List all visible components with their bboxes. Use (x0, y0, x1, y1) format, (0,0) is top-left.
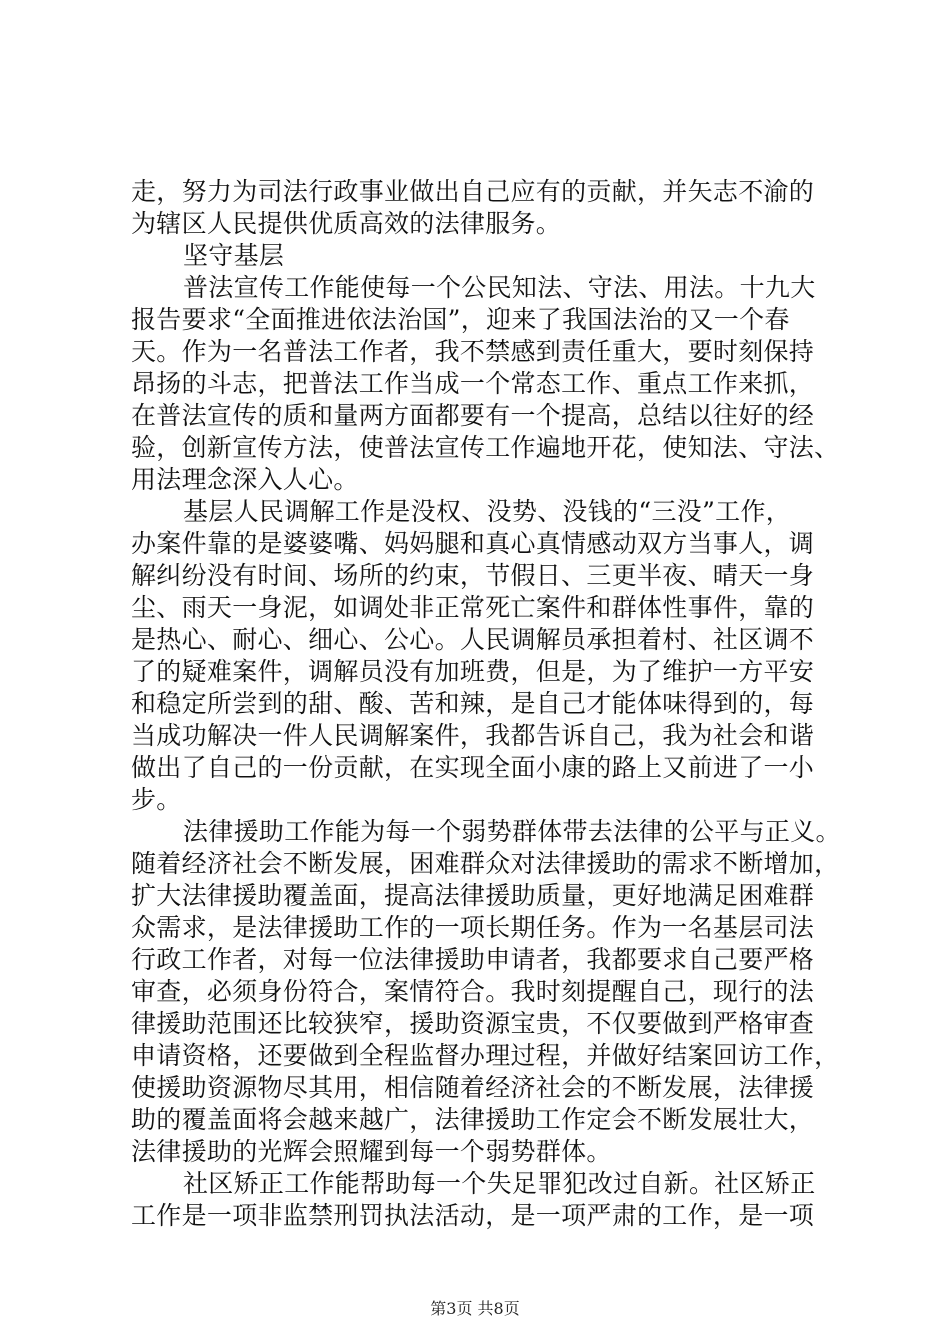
text-line: 使援助资源物尽其用，相信随着经济社会的不断发展，法律援 (131, 1073, 815, 1102)
text-line: 和稳定所尝到的甜、酸、苦和辣，是自己才能体味得到的，每 (131, 689, 815, 718)
text-line: 申请资格，还要做到全程监督办理过程，并做好结案回访工作， (131, 1041, 840, 1070)
text-line: 随着经济社会不断发展，困难群众对法律援助的需求不断增加， (131, 849, 840, 878)
text-line: 天。作为一名普法工作者，我不禁感到责任重大，要时刻保持 (131, 337, 815, 366)
text-line: 律援助范围还比较狭窄，援助资源宝贵，不仅要做到严格审查 (131, 1009, 815, 1038)
page-footer: 第3页 共8页 (430, 1299, 520, 1318)
text-line: 坚守基层 (183, 241, 285, 270)
text-line: 法律援助的光辉会照耀到每一个弱势群体。 (131, 1137, 612, 1166)
text-line: 验，创新宣传方法，使普法宣传工作遍地开花，使知法、守法、 (131, 433, 840, 462)
text-line: 助的覆盖面将会越来越广，法律援助工作定会不断发展壮大， (131, 1105, 815, 1134)
text-line: 基层人民调解工作是没权、没势、没钱的“三没”工作， (183, 497, 792, 526)
text-line: 昂扬的斗志，把普法工作当成一个常态工作、重点工作来抓， (131, 369, 815, 398)
text-line: 尘、雨天一身泥，如调处非正常死亡案件和群体性事件，靠的 (131, 593, 815, 622)
text-line: 行政工作者，对每一位法律援助申请者，我都要求自己要严格 (131, 945, 815, 974)
text-line: 是热心、耐心、细心、公心。人民调解员承担着村、社区调不 (131, 625, 815, 654)
text-line: 法律援助工作能为每一个弱势群体带去法律的公平与正义。 (183, 817, 841, 846)
text-line: 走，努力为司法行政事业做出自己应有的贡献，并矢志不渝的 (131, 177, 815, 206)
text-line: 普法宣传工作能使每一个公民知法、守法、用法。十九大 (183, 273, 816, 302)
text-line: 工作是一项非监禁刑罚执法活动，是一项严肃的工作，是一项 (131, 1201, 815, 1230)
text-line: 解纠纷没有时间、场所的约束，节假日、三更半夜、晴天一身 (131, 561, 815, 590)
text-line: 做出了自己的一份贡献，在实现全面小康的路上又前进了一小 (131, 753, 815, 782)
text-line: 报告要求“全面推进依法治国”，迎来了我国法治的又一个春 (131, 305, 790, 334)
text-line: 步。 (131, 785, 182, 814)
text-line: 了的疑难案件，调解员没有加班费，但是，为了维护一方平安 (131, 657, 815, 686)
text-line: 用法理念深入人心。 (131, 465, 359, 494)
text-line: 社区矫正工作能帮助每一个失足罪犯改过自新。社区矫正 (183, 1169, 816, 1198)
text-line: 在普法宣传的质和量两方面都要有一个提高，总结以往好的经 (131, 401, 815, 430)
text-line: 当成功解决一件人民调解案件，我都告诉自己，我为社会和谐 (131, 721, 815, 750)
text-line: 为辖区人民提供优质高效的法律服务。 (131, 209, 562, 238)
document-body (131, 176, 841, 1232)
text-line: 审查，必须身份符合，案情符合。我时刻提醒自己，现行的法 (131, 977, 815, 1006)
text-line: 扩大法律援助覆盖面，提高法律援助质量，更好地满足困难群 (131, 881, 815, 910)
text-line: 众需求，是法律援助工作的一项长期任务。作为一名基层司法 (131, 913, 815, 942)
text-line: 办案件靠的是婆婆嘴、妈妈腿和真心真情感动双方当事人，调 (131, 529, 815, 558)
